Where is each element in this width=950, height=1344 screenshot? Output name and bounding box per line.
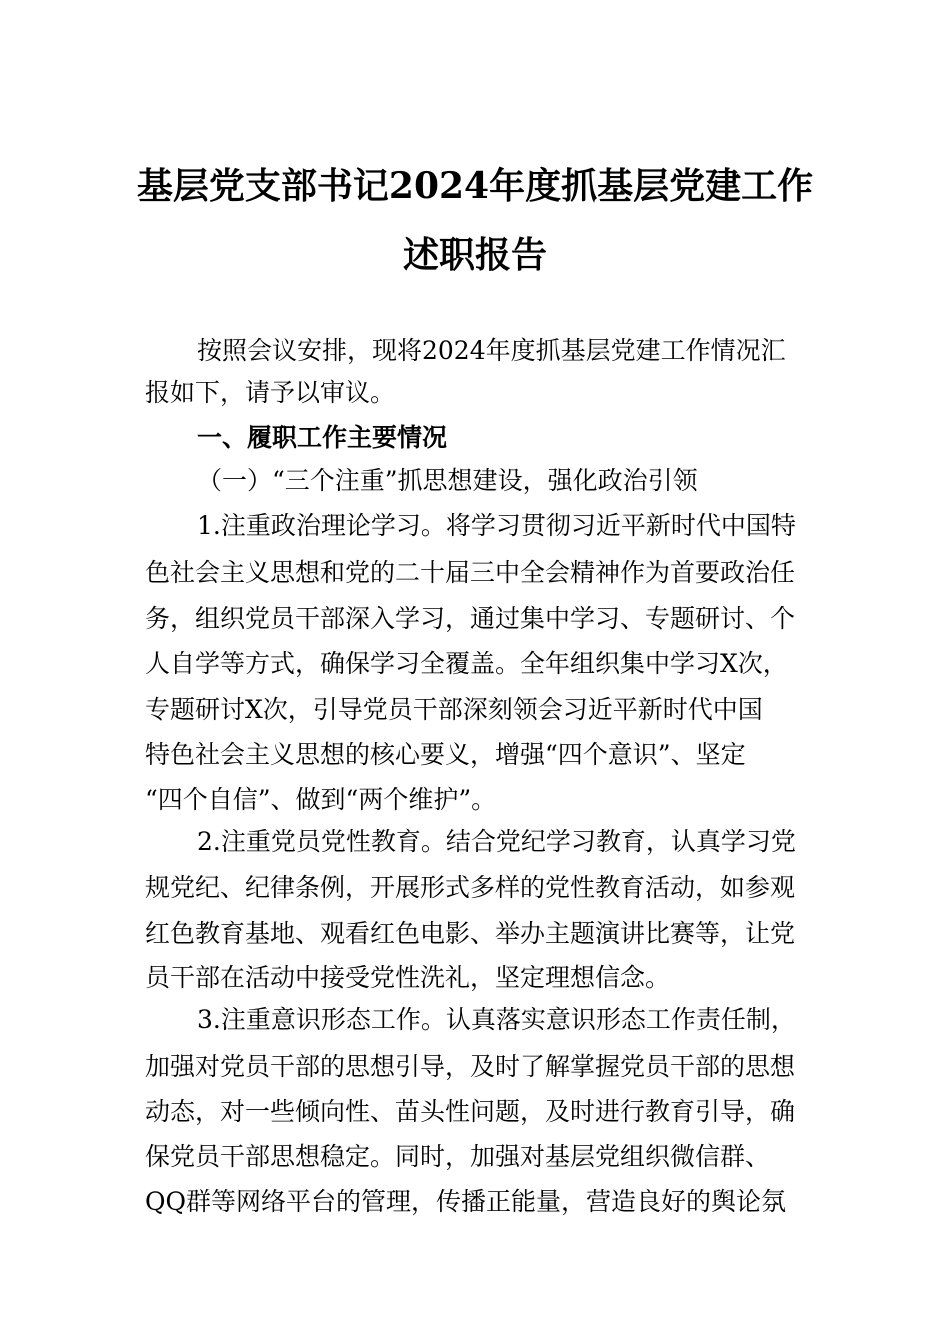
paragraph-line: 员干部在活动中接受党性洗礼，坚定理想信念。 <box>145 963 671 992</box>
paragraph-line: 人自学等方式，确保学习全覆盖。全年组织集中学习X次， <box>145 649 788 678</box>
paragraph-line: 务，组织党员干部深入学习，通过集中学习、专题研讨、个 <box>145 604 796 633</box>
section-heading: 一、履职工作主要情况 <box>197 423 448 452</box>
paragraph-line: 红色教育基地、观看红色电影、举办主题演讲比赛等，让党 <box>145 919 796 948</box>
paragraph-line: 保党员干部思想稳定。同时，加强对基层党组织微信群、 <box>145 1142 771 1171</box>
document-title-line-2: 述职报告 <box>402 234 547 276</box>
paragraph-line: 2.注重党员党性教育。结合党纪学习教育，认真学习党 <box>197 827 796 856</box>
paragraph-line: QQ群等网络平台的管理，传播正能量，营造良好的舆论氛 <box>145 1187 786 1216</box>
paragraph-line: “四个自信”、做到“两个维护”。 <box>145 785 497 814</box>
paragraph-line: 1.注重政治理论学习。将学习贯彻习近平新时代中国特 <box>197 511 796 540</box>
paragraph-line: 规党纪、纪律条例，开展形式多样的党性教育活动，如参观 <box>145 873 796 902</box>
paragraph-line: 3.注重意识形态工作。认真落实意识形态工作责任制， <box>197 1005 796 1034</box>
paragraph-line: 加强对党员干部的思想引导，及时了解掌握党员干部的思想 <box>145 1052 796 1081</box>
paragraph-line: 按照会议安排，现将2024年度抓基层党建工作情况汇 <box>197 336 786 365</box>
document-title-line-1: 基层党支部书记2024年度抓基层党建工作 <box>136 165 814 207</box>
paragraph-line: 动态，对一些倾向性、苗头性问题，及时进行教育引导，确 <box>145 1097 796 1126</box>
subsection-heading: （一）“三个注重”抓思想建设，强化政治引领 <box>197 466 698 495</box>
paragraph-line: 特色社会主义思想的核心要义，增强“四个意识”、坚定 <box>145 740 746 769</box>
paragraph-line: 报如下，请予以审议。 <box>145 378 396 407</box>
paragraph-line: 专题研讨X次，引导党员干部深刻领会习近平新时代中国 <box>145 695 763 724</box>
paragraph-line: 色社会主义思想和党的二十届三中全会精神作为首要政治任 <box>145 558 796 587</box>
